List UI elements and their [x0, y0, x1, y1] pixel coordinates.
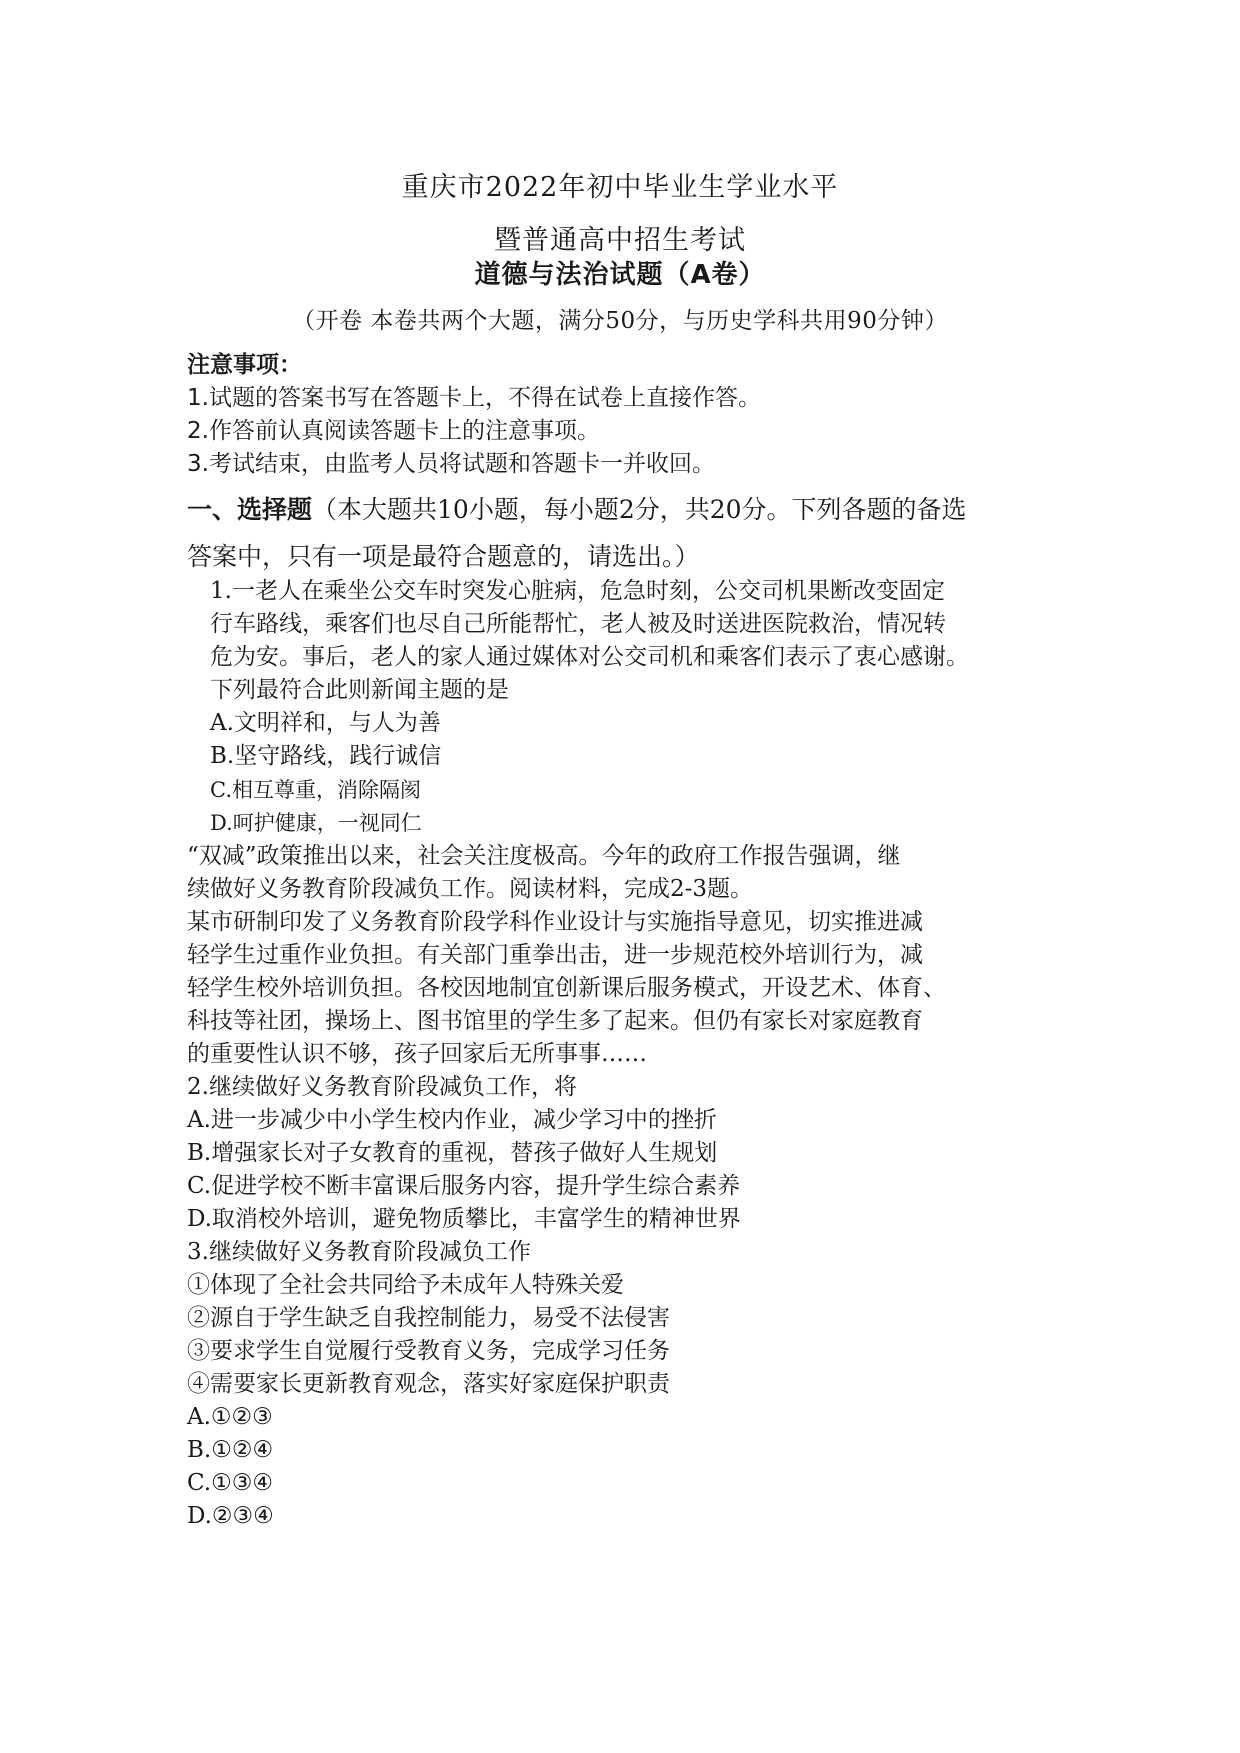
q1-stem-line: 下列最符合此则新闻主题的是 — [210, 677, 509, 703]
q1-option: D.呵护健康，一视同仁 — [210, 811, 422, 835]
material-intro-line: 续做好义务教育阶段减负工作。阅读材料，完成2-3题。 — [187, 876, 754, 902]
q3-option: D.②③④ — [187, 1503, 274, 1529]
q3-statement: ④需要家长更新教育观念，落实好家庭保护职责 — [187, 1371, 670, 1397]
material-body-line: 轻学生校外培训负担。各校因地制宜创新课后服务模式，开设艺术、体育、 — [187, 975, 946, 1001]
q3-statement: ②源自于学生缺乏自我控制能力，易受不法侵害 — [187, 1305, 670, 1331]
material-intro-line: “双减”政策推出以来，社会关注度极高。今年的政府工作报告强调，继 — [187, 843, 901, 869]
q2-option: D.取消校外培训，避免物质攀比，丰富学生的精神世界 — [187, 1206, 741, 1232]
material-body-line: 科技等社团，操场上、图书馆里的学生多了起来。但仍有家长对家庭教育 — [187, 1008, 923, 1034]
notice-heading: 注意事项： — [187, 352, 302, 378]
notice-item: 3.考试结束，由监考人员将试题和答题卡一并收回。 — [187, 451, 715, 477]
section-heading: 一、选择题 — [187, 495, 313, 524]
q1-option: A.文明祥和，与人为善 — [210, 710, 441, 736]
q3-option: B.①②④ — [187, 1437, 274, 1463]
exam-subject-title: 道德与法治试题（A卷） — [474, 260, 766, 290]
q1-option: C.相互尊重，消除隔阂 — [210, 778, 421, 802]
q1-stem-line: 危为安。事后，老人的家人通过媒体对公交司机和乘客们表示了衷心感谢。 — [210, 644, 969, 670]
q3-stem: 3.继续做好义务教育阶段减负工作 — [187, 1239, 531, 1265]
exam-title-line1: 重庆市2022年初中毕业生学业水平 — [401, 172, 839, 203]
material-body-line: 的重要性认识不够，孩子回家后无所事事…… — [187, 1041, 647, 1067]
q3-option: A.①②③ — [187, 1404, 273, 1430]
q2-option: C.促进学校不断丰富课后服务内容，提升学生综合素养 — [187, 1173, 741, 1199]
q2-option: A.进一步减少中小学生校内作业，减少学习中的挫折 — [187, 1107, 717, 1133]
q1-stem-line: 行车路线，乘客们也尽自己所能帮忙，老人被及时送进医院救治，情况转 — [210, 611, 946, 637]
section-heading-row — [187, 493, 967, 526]
q3-statement: ③要求学生自觉履行受教育义务，完成学习任务 — [187, 1338, 670, 1364]
material-body-line: 轻学生过重作业负担。有关部门重拳出击，进一步规范校外培训行为，减 — [187, 942, 923, 968]
exam-title-line2: 暨普通高中招生考试 — [494, 225, 746, 256]
section-desc-line2: 答案中，只有一项是最符合题意的，请选出。） — [187, 542, 700, 571]
q1-stem-line: 1.一老人在乘坐公交车时突发心脏病，危急时刻，公交司机果断改变固定 — [210, 578, 945, 604]
material-body-line: 某市研制印发了义务教育阶段学科作业设计与实施指导意见，切实推进减 — [187, 909, 923, 935]
q2-option: B.增强家长对子女教育的重视，替孩子做好人生规划 — [187, 1140, 718, 1166]
q3-statement: ①体现了全社会共同给予未成年人特殊关爱 — [187, 1272, 624, 1298]
q1-option: B.坚守路线，践行诚信 — [210, 743, 442, 769]
notice-item: 2.作答前认真阅读答题卡上的注意事项。 — [187, 418, 600, 444]
exam-info: （开卷 本卷共两个大题，满分50分，与历史学科共用90分钟） — [292, 308, 948, 334]
q2-stem: 2.继续做好义务教育阶段减负工作，将 — [187, 1074, 577, 1100]
section-desc: （本大题共10小题，每小题2分，共20分。下列各题的备选 — [312, 495, 967, 524]
q3-option: C.①③④ — [187, 1470, 273, 1496]
notice-item: 1.试题的答案书写在答题卡上，不得在试卷上直接作答。 — [187, 385, 761, 411]
